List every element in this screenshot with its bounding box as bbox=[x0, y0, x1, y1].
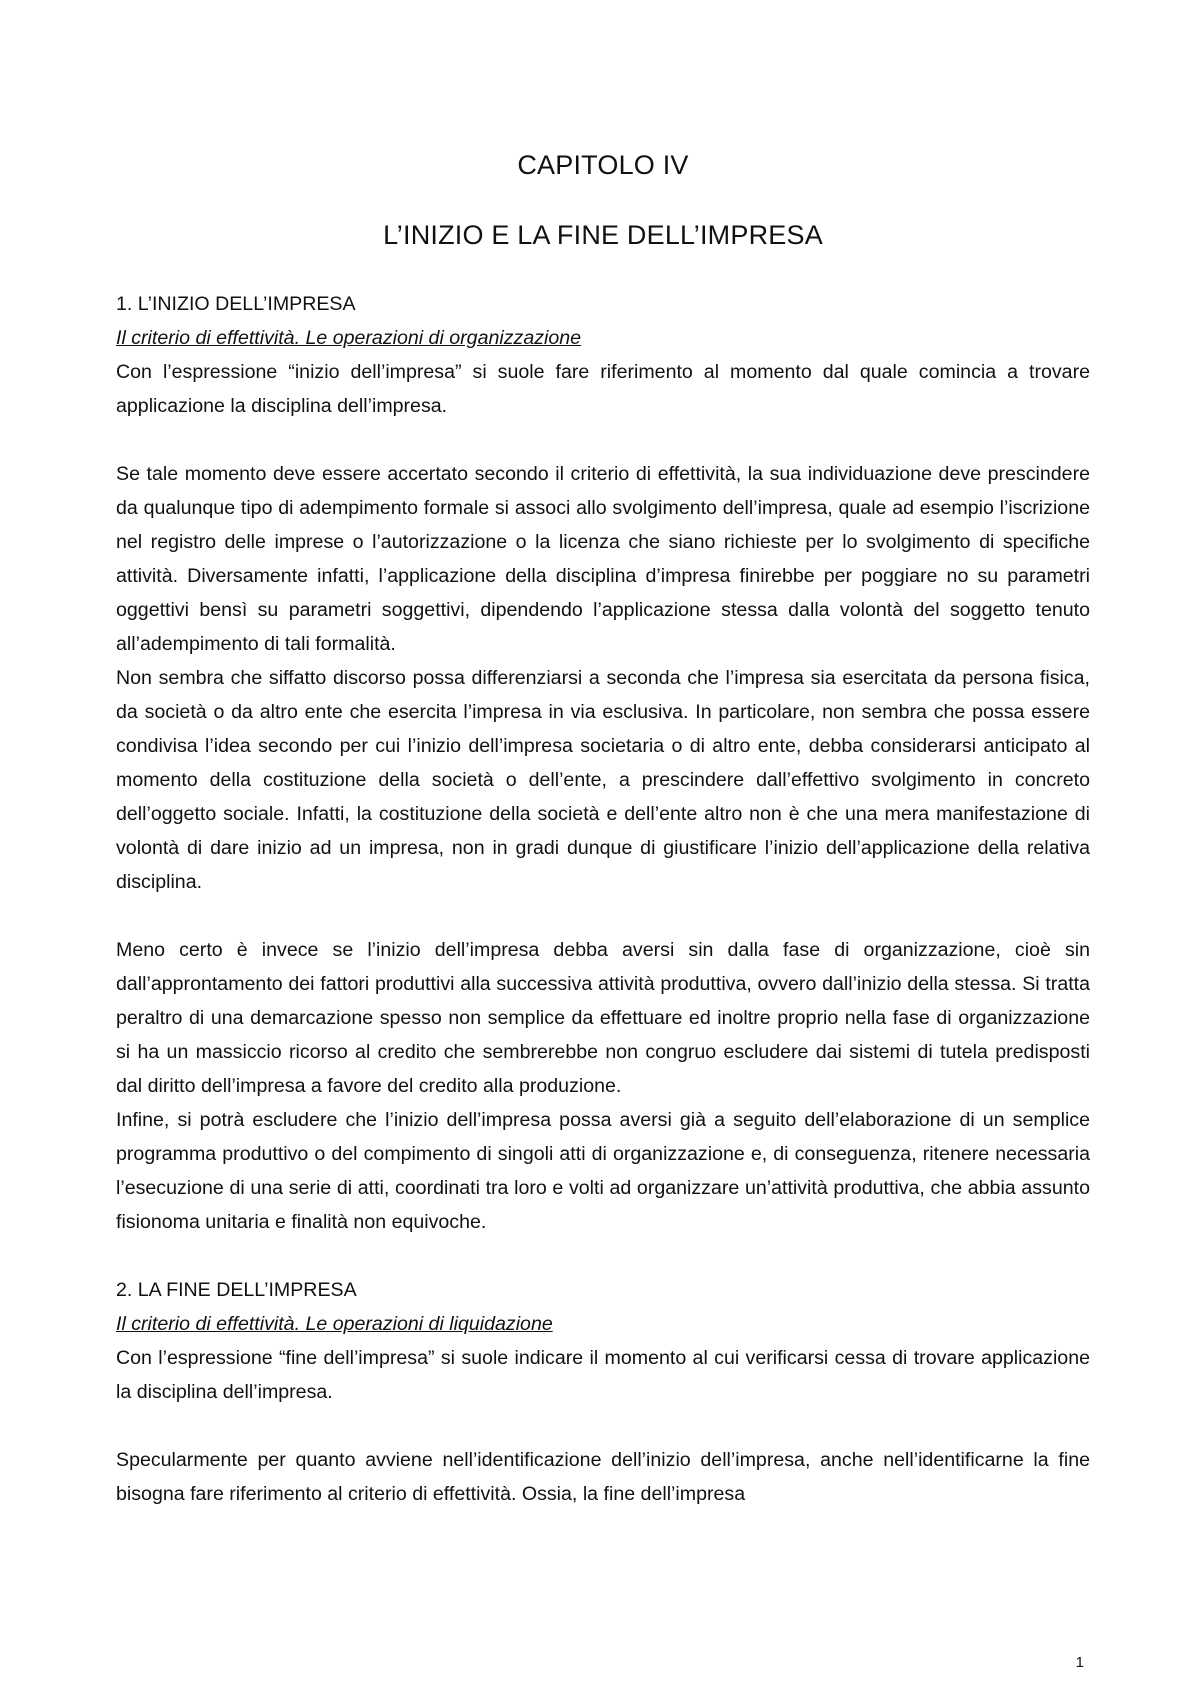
section-1-paragraph-2: Se tale momento deve essere accertato secondo il criterio di effettività, la sua individuazione deve prescindere da qualunque tipo di adempimento formale si associ allo svolgimento dell’impresa, quale ad esempio l’iscrizione nel registro delle imprese o l’autorizzazione o la licenza che siano richieste per lo svolgimento di specifiche attività. Diversamente infatti, l’applicazione della disciplina d’impresa finirebbe per poggiare no su parametri oggettivi bensì su parametri soggettivi, dipendendo l’applicazione stessa dalla volontà del soggetto tenuto all’adempimento di tali formalità. bbox=[116, 463, 1090, 655]
section-1-heading: 1. L’INIZIO DELL’IMPRESA bbox=[116, 293, 356, 315]
section-2-paragraph-1: Con l’espressione “fine dell’impresa” si suole indicare il momento al cui verificarsi cessa di trovare applicazione la disciplina dell’impresa. bbox=[116, 1347, 1090, 1403]
document-body bbox=[116, 287, 1090, 1511]
document-page bbox=[116, 0, 1090, 1698]
chapter-subtitle: L’INIZIO E LA FINE DELL’IMPRESA bbox=[383, 220, 823, 250]
paragraph-gap bbox=[116, 1239, 1090, 1273]
section-2-heading: 2. LA FINE DELL’IMPRESA bbox=[116, 1279, 357, 1301]
paragraph-gap bbox=[116, 899, 1090, 933]
paragraph-gap bbox=[116, 423, 1090, 457]
section-1-paragraph-5: Infine, si potrà escludere che l’inizio dell’impresa possa aversi già a seguito dell’elaborazione di un semplice programma produttivo o del compimento di singoli atti di organizzazione e, di conseguenza, ritenere necessaria l’esecuzione di una serie di atti, coordinati tra loro e volti ad organizzare un’attività produttiva, che abbia assunto fisionoma unitaria e finalità non equivoche. bbox=[116, 1109, 1090, 1233]
section-1-paragraph-3: Non sembra che siffatto discorso possa differenziarsi a seconda che l’impresa sia esercitata da persona fisica, da società o da altro ente che esercita l’impresa in via esclusiva. In particolare, non sembra che possa essere condivisa l’idea secondo per cui l’inizio dell’impresa societaria o di altro ente, debba considerarsi anticipato al momento della costituzione della società o dell’ente, a prescindere dall’effettivo svolgimento in concreto dell’oggetto sociale. Infatti, la costituzione della società e dell’ente altro non è che una mera manifestazione di volontà di dare inizio ad un impresa, non in gradi dunque di giustificare l’inizio dell’applicazione della relativa disciplina. bbox=[116, 667, 1090, 893]
page-number: 1 bbox=[1075, 1654, 1084, 1671]
paragraph-gap bbox=[116, 1409, 1090, 1443]
section-1-paragraph-1: Con l’espressione “inizio dell’impresa” si suole fare riferimento al momento dal quale comincia a trovare applicazione la disciplina dell’impresa. bbox=[116, 361, 1090, 417]
section-1-paragraph-4: Meno certo è invece se l’inizio dell’impresa debba aversi sin dalla fase di organizzazione, cioè sin dall’approntamento dei fattori produttivi alla successiva attività produttiva, ovvero dall’inizio della stessa. Si tratta peraltro di una demarcazione spesso non semplice da effettuare ed inoltre proprio nella fase di organizzazione si ha un massiccio ricorso al credito che sembrerebbe non congruo escludere dai sistemi di tutela predisposti dal diritto dell’impresa a favore del credito alla produzione. bbox=[116, 939, 1090, 1097]
section-2-paragraph-2: Specularmente per quanto avviene nell’identificazione dell’inizio dell’impresa, anche nell’identificarne la fine bisogna fare riferimento al criterio di effettività. Ossia, la fine dell’impresa bbox=[116, 1449, 1090, 1505]
chapter-title: CAPITOLO IV bbox=[517, 150, 689, 180]
section-2-subheading: Il criterio di effettività. Le operazioni di liquidazione bbox=[116, 1313, 553, 1335]
section-1-subheading: Il criterio di effettività. Le operazioni di organizzazione bbox=[116, 327, 582, 349]
